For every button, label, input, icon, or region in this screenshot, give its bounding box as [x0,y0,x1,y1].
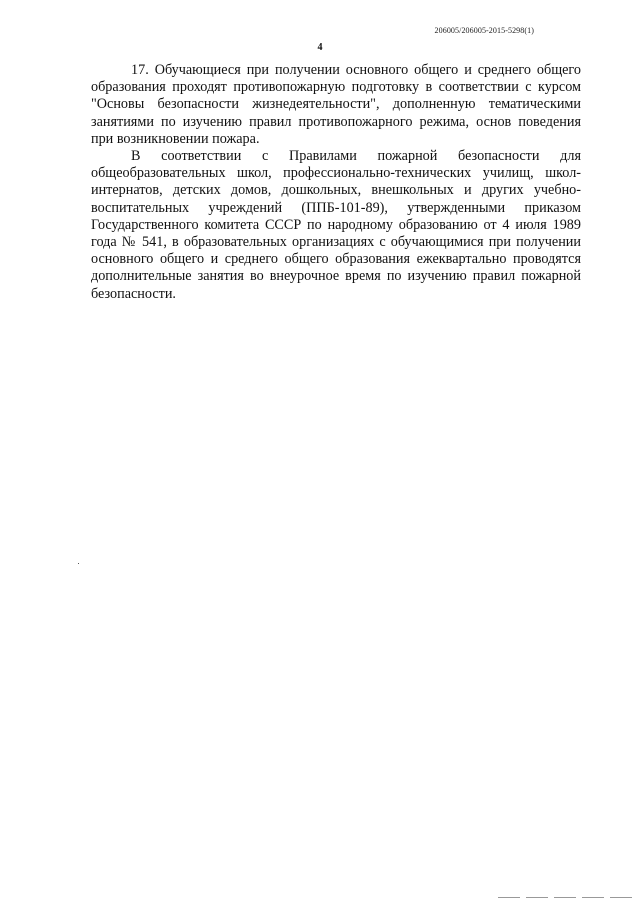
scan-speck [78,563,79,564]
paragraph-fire-safety-rules: В соответствии с Правилами пожарной безопасности для общеобразовательных школ, профессионально-технических училищ, школ-интернатов, детских домов, дошкольных, внешкольных и других учебно-воспитательных учреждений (ППБ-101-89), утвержденными приказом Государственного комитета СССР по народному образованию от 4 июля 1989 года № 541, в образовательных организациях с обучающимися при получении основного общего и среднего общего образования ежеквартально проводятся дополнительные занятия во внеурочное время по изучению правил пожарной безопасности. [91,148,581,302]
page-number: 4 [317,42,323,53]
footer-mark [554,897,576,898]
footer-mark [582,897,604,898]
paragraph-17: 17. Обучающиеся при получении основного общего и среднего общего образования проходят противопожарную подготовку в соответствии с курсом "Основы безопасности жизнедеятельности", дополненную тематическими занятиями по изучению правил противопожарного режима, основ поведения при возникновении пожара. [91,62,581,147]
footer-mark [526,897,548,898]
footer-mark [498,897,520,898]
footer-mark [610,897,632,898]
document-body [91,62,581,303]
footer-marks [498,897,632,898]
document-id: 206005/206005-2015-5298(1) [434,26,534,35]
